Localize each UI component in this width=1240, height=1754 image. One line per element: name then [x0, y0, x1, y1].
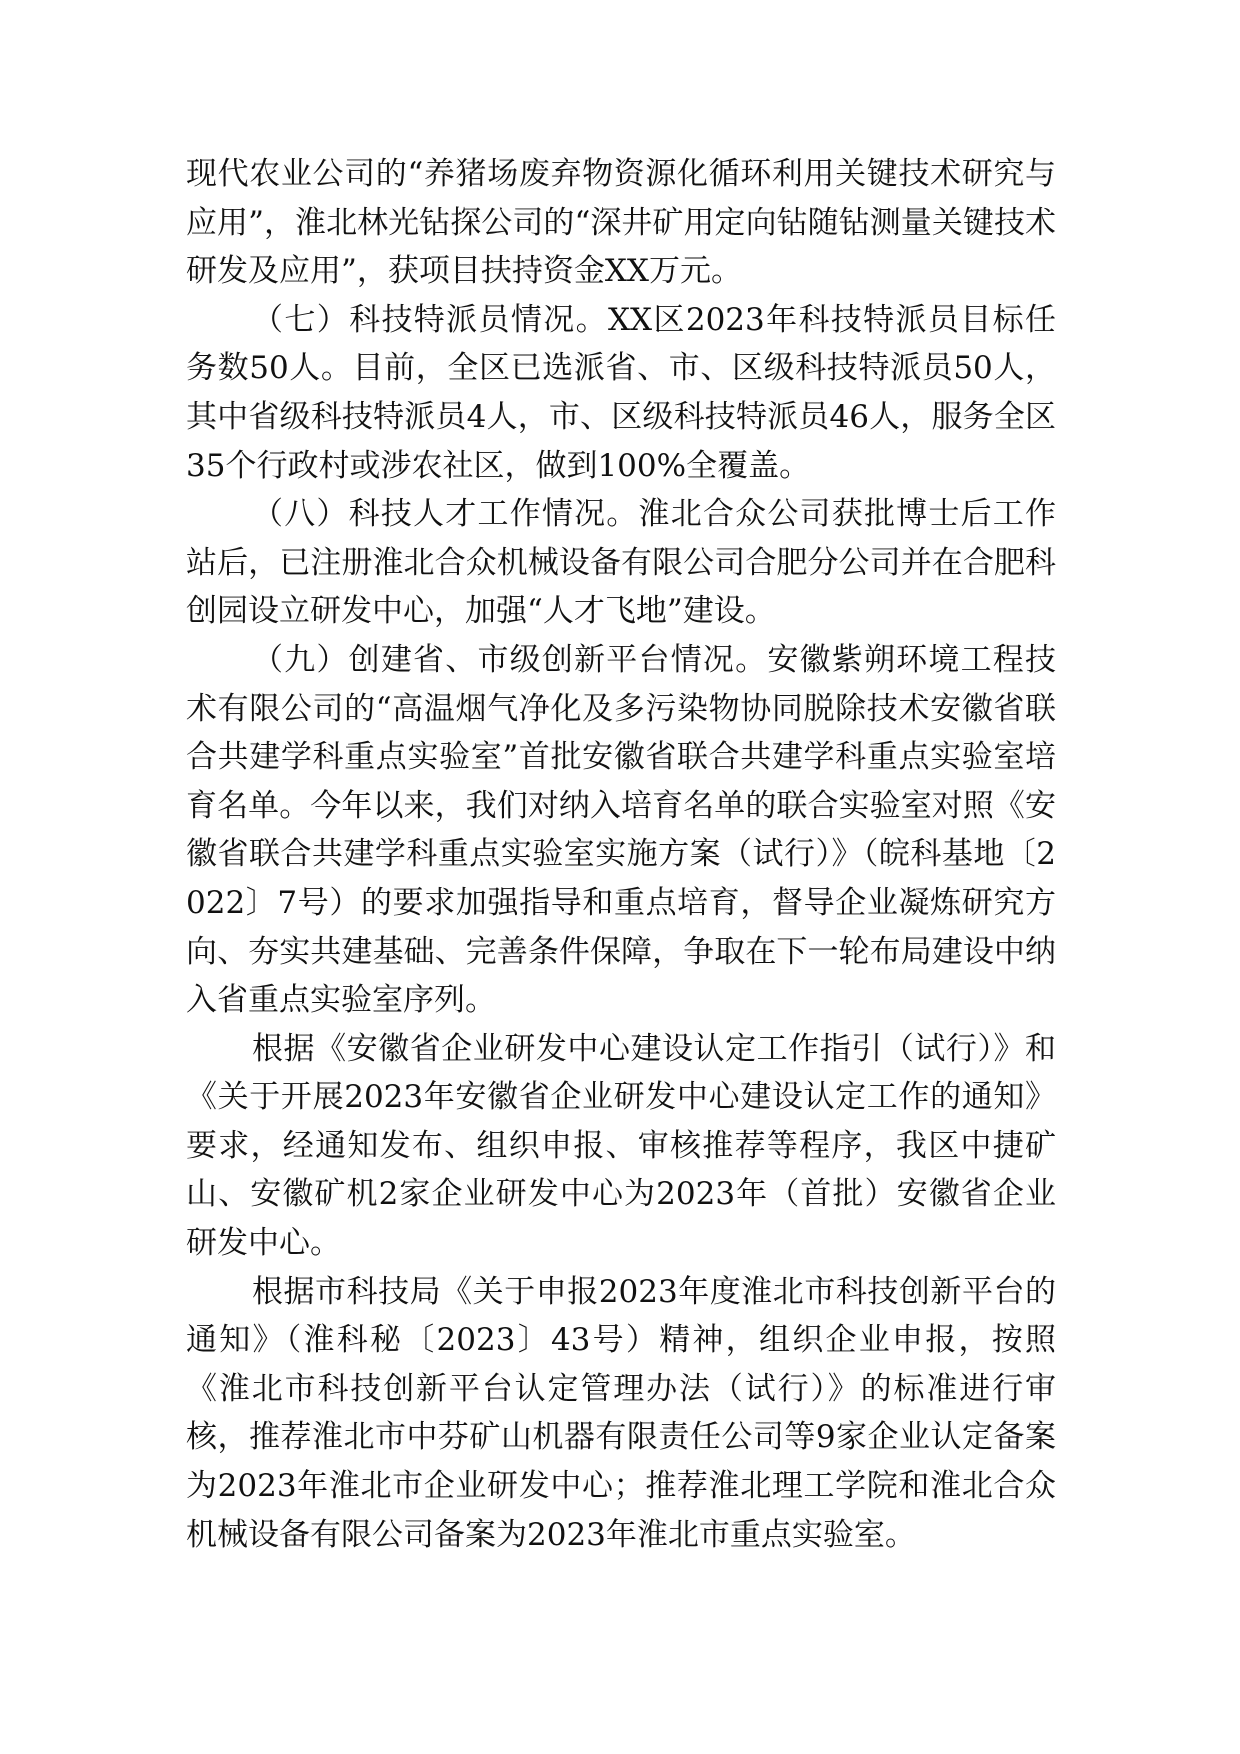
paragraph-provincial-rd-centers: 根据《安徽省企业研发中心建设认定工作指引（试行）》和《关于开展2023年安徽省企业研发中心建设认定工作的通知》要求，经通知发布、组织申报、审核推荐等程序，我区中捷矿山、安徽矿机2家企业研发中心为2023年（首批）安徽省企业研发中心。 — [186, 1030, 1056, 1262]
paragraph-municipal-platforms: 根据市科技局《关于申报2023年度淮北市科技创新平台的通知》（淮科秘〔2023〕43号）精神，组织企业申报，按照《淮北市科技创新平台认定管理办法（试行）》的标准进行审核，推荐淮北市中芬矿山机器有限责任公司等9家企业认定备案为2023年淮北市企业研发中心；推荐淮北理工学院和淮北合众机械设备有限公司备案为2023年淮北市重点实验室。 — [186, 1273, 1056, 1553]
document-body — [186, 150, 1056, 1559]
paragraph-talent-work: （八）科技人才工作情况。淮北合众公司获批博士后工作站后，已注册淮北合众机械设备有限公司合肥分公司并在合肥科创园设立研发中心，加强“人才飞地”建设。 — [186, 496, 1056, 630]
paragraph-science-envoys: （七）科技特派员情况。XX区2023年科技特派员目标任务数50人。目前，全区已选派省、市、区级科技特派员50人，其中省级科技特派员4人，市、区级科技特派员46人，服务全区35个行政村或涉农社区，做到100%全覆盖。 — [186, 301, 1056, 484]
paragraph-innovation-platforms: （九）创建省、市级创新平台情况。安徽紫朔环境工程技术有限公司的“高温烟气净化及多污染物协同脱除技术安徽省联合共建学科重点实验室”首批安徽省联合共建学科重点实验室培育名单。今年以来，我们对纳入培育名单的联合实验室对照《安徽省联合共建学科重点实验室实施方案（试行）》（皖科基地〔2022〕7号）的要求加强指导和重点培育，督导企业凝炼研究方向、夯实共建基础、完善条件保障，争取在下一轮布局建设中纳入省重点实验室序列。 — [186, 641, 1056, 1019]
paragraph-continued-text: 现代农业公司的“养猪场废弃物资源化循环利用关键技术研究与应用”，淮北林光钻探公司的“深井矿用定向钻随钻测量关键技术研发及应用”，获项目扶持资金XX万元。 — [186, 156, 1056, 290]
